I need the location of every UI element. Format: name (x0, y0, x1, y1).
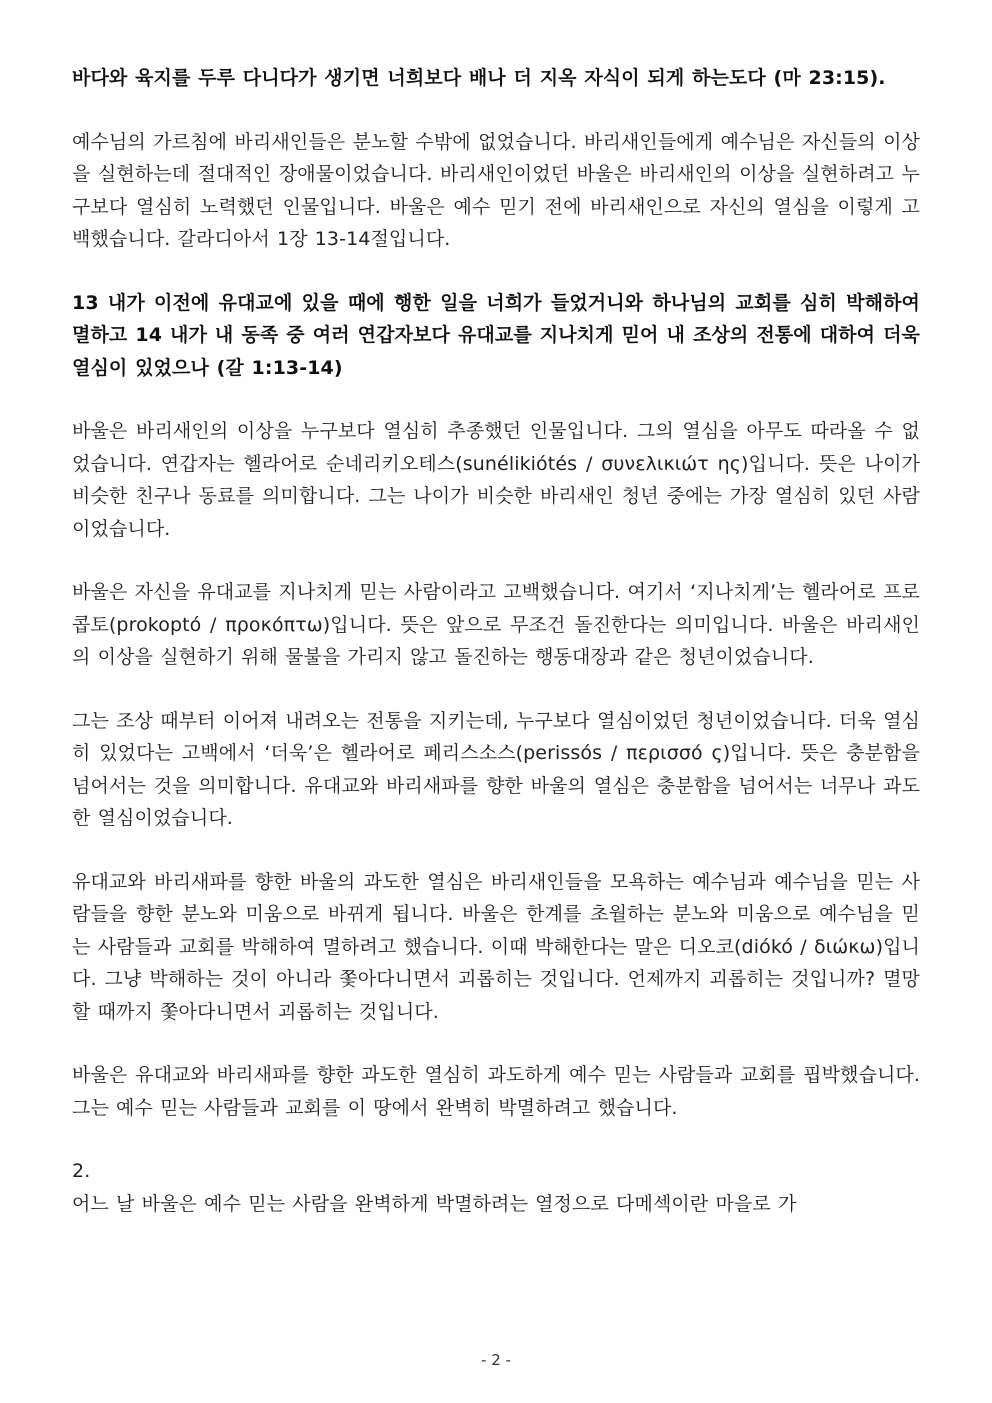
body-paragraph: 유대교와 바리새파를 향한 바울의 과도한 열심은 바리새인들을 모욕하는 예수님과 예수님을 믿는 사람들을 향한 분노와 미움으로 바뀌게 됩니다. 바울은 한계를 초월하는 분노와 미움으로 예수님을 믿는 사람들과 교회를 박해하여 멸하려고 했습니다. 이때 박해한다는 말은 디오코(diókó / διώκω)입니다. 그냥 박해하는 것이 아니라 쫓아다니면서 괴롭히는 것입니다. 언제까지 괴롭히는 것입니까? 멸망할 때까지 쫓아다니면서 괴롭히는 것입니다. (72, 870, 920, 1023)
quote-paragraph: 13 내가 이전에 유대교에 있을 때에 행한 일을 너희가 들었거니와 하나님의 교회를 심히 박해하여 멸하고 14 내가 내 동족 중 여러 연갑자보다 유대교를 지나치게 믿어 내 조상의 전통에 대하여 더욱 열심이 있었으나 (갈 1:13-14) (72, 291, 920, 379)
page-number: - 2 - (481, 1351, 511, 1369)
body-paragraph: 바울은 자신을 유대교를 지나치게 믿는 사람이라고 고백했습니다. 여기서 ‘지나치게’는 헬라어로 프로콥토(prokoptó / προκόπτω)입니다. 뜻은 앞으로 무조건 돌진한다는 의미입니다. 바울은 바리새인의 이상을 실현하기 위해 물불을 가리지 않고 돌진하는 행동대장과 같은 청년이었습니다. (72, 581, 920, 668)
body-paragraph: 그는 조상 때부터 이어져 내려오는 전통을 지키는데, 누구보다 열심이었던 청년이었습니다. 더욱 열심히 있었다는 고백에서 ‘더욱’은 헬라어로 페리스소스(perissós / περισσό ς)입니다. 뜻은 충분함을 넘어서는 것을 의미합니다. 유대교와 바리새파를 향한 바울의 열심은 충분함을 넘어서는 너무나 과도한 열심이었습니다. (72, 709, 920, 829)
body-paragraph: 바울은 유대교와 바리새파를 향한 과도한 열심히 과도하게 예수 믿는 사람들과 교회를 핍박했습니다. 그는 예수 믿는 사람들과 교회를 이 땅에서 완벽히 박멸하려고 했습니다. (72, 1064, 920, 1119)
quote-paragraph: 바다와 육지를 두루 다니다가 생기면 너희보다 배나 더 지옥 자식이 되게 하는도다 (마 23:15). (72, 67, 886, 89)
body-paragraph: 예수님의 가르침에 바리새인들은 분노할 수밖에 없었습니다. 바리새인들에게 예수님은 자신들의 이상을 실현하는데 절대적인 장애물이었습니다. 바리새인이었던 바울은 바리새인의 이상을 실현하려고 누구보다 열심히 노력했던 인물입니다. 바울은 예수 믿기 전에 바리새인으로 자신의 열심을 이렇게 고백했습니다. 갈라디아서 1장 13-14절입니다. (72, 130, 920, 250)
body-paragraph: 바울은 바리새인의 이상을 누구보다 열심히 추종했던 인물입니다. 그의 열심을 아무도 따라올 수 없었습니다. 연갑자는 헬라어로 순네리키오테스(sunélikiótés / συνελικιώτ ης)입니다. 뜻은 나이가 비슷한 친구나 동료를 의미합니다. 그는 나이가 비슷한 바리새인 청년 중에는 가장 열심히 있던 사람이었습니다. (72, 420, 920, 540)
document-body (72, 62, 920, 1220)
section-number: 2. (72, 1160, 91, 1182)
body-paragraph: 어느 날 바울은 예수 믿는 사람을 완벽하게 박멸하려는 열정으로 다메섹이란 마을로 가 (72, 1192, 797, 1215)
